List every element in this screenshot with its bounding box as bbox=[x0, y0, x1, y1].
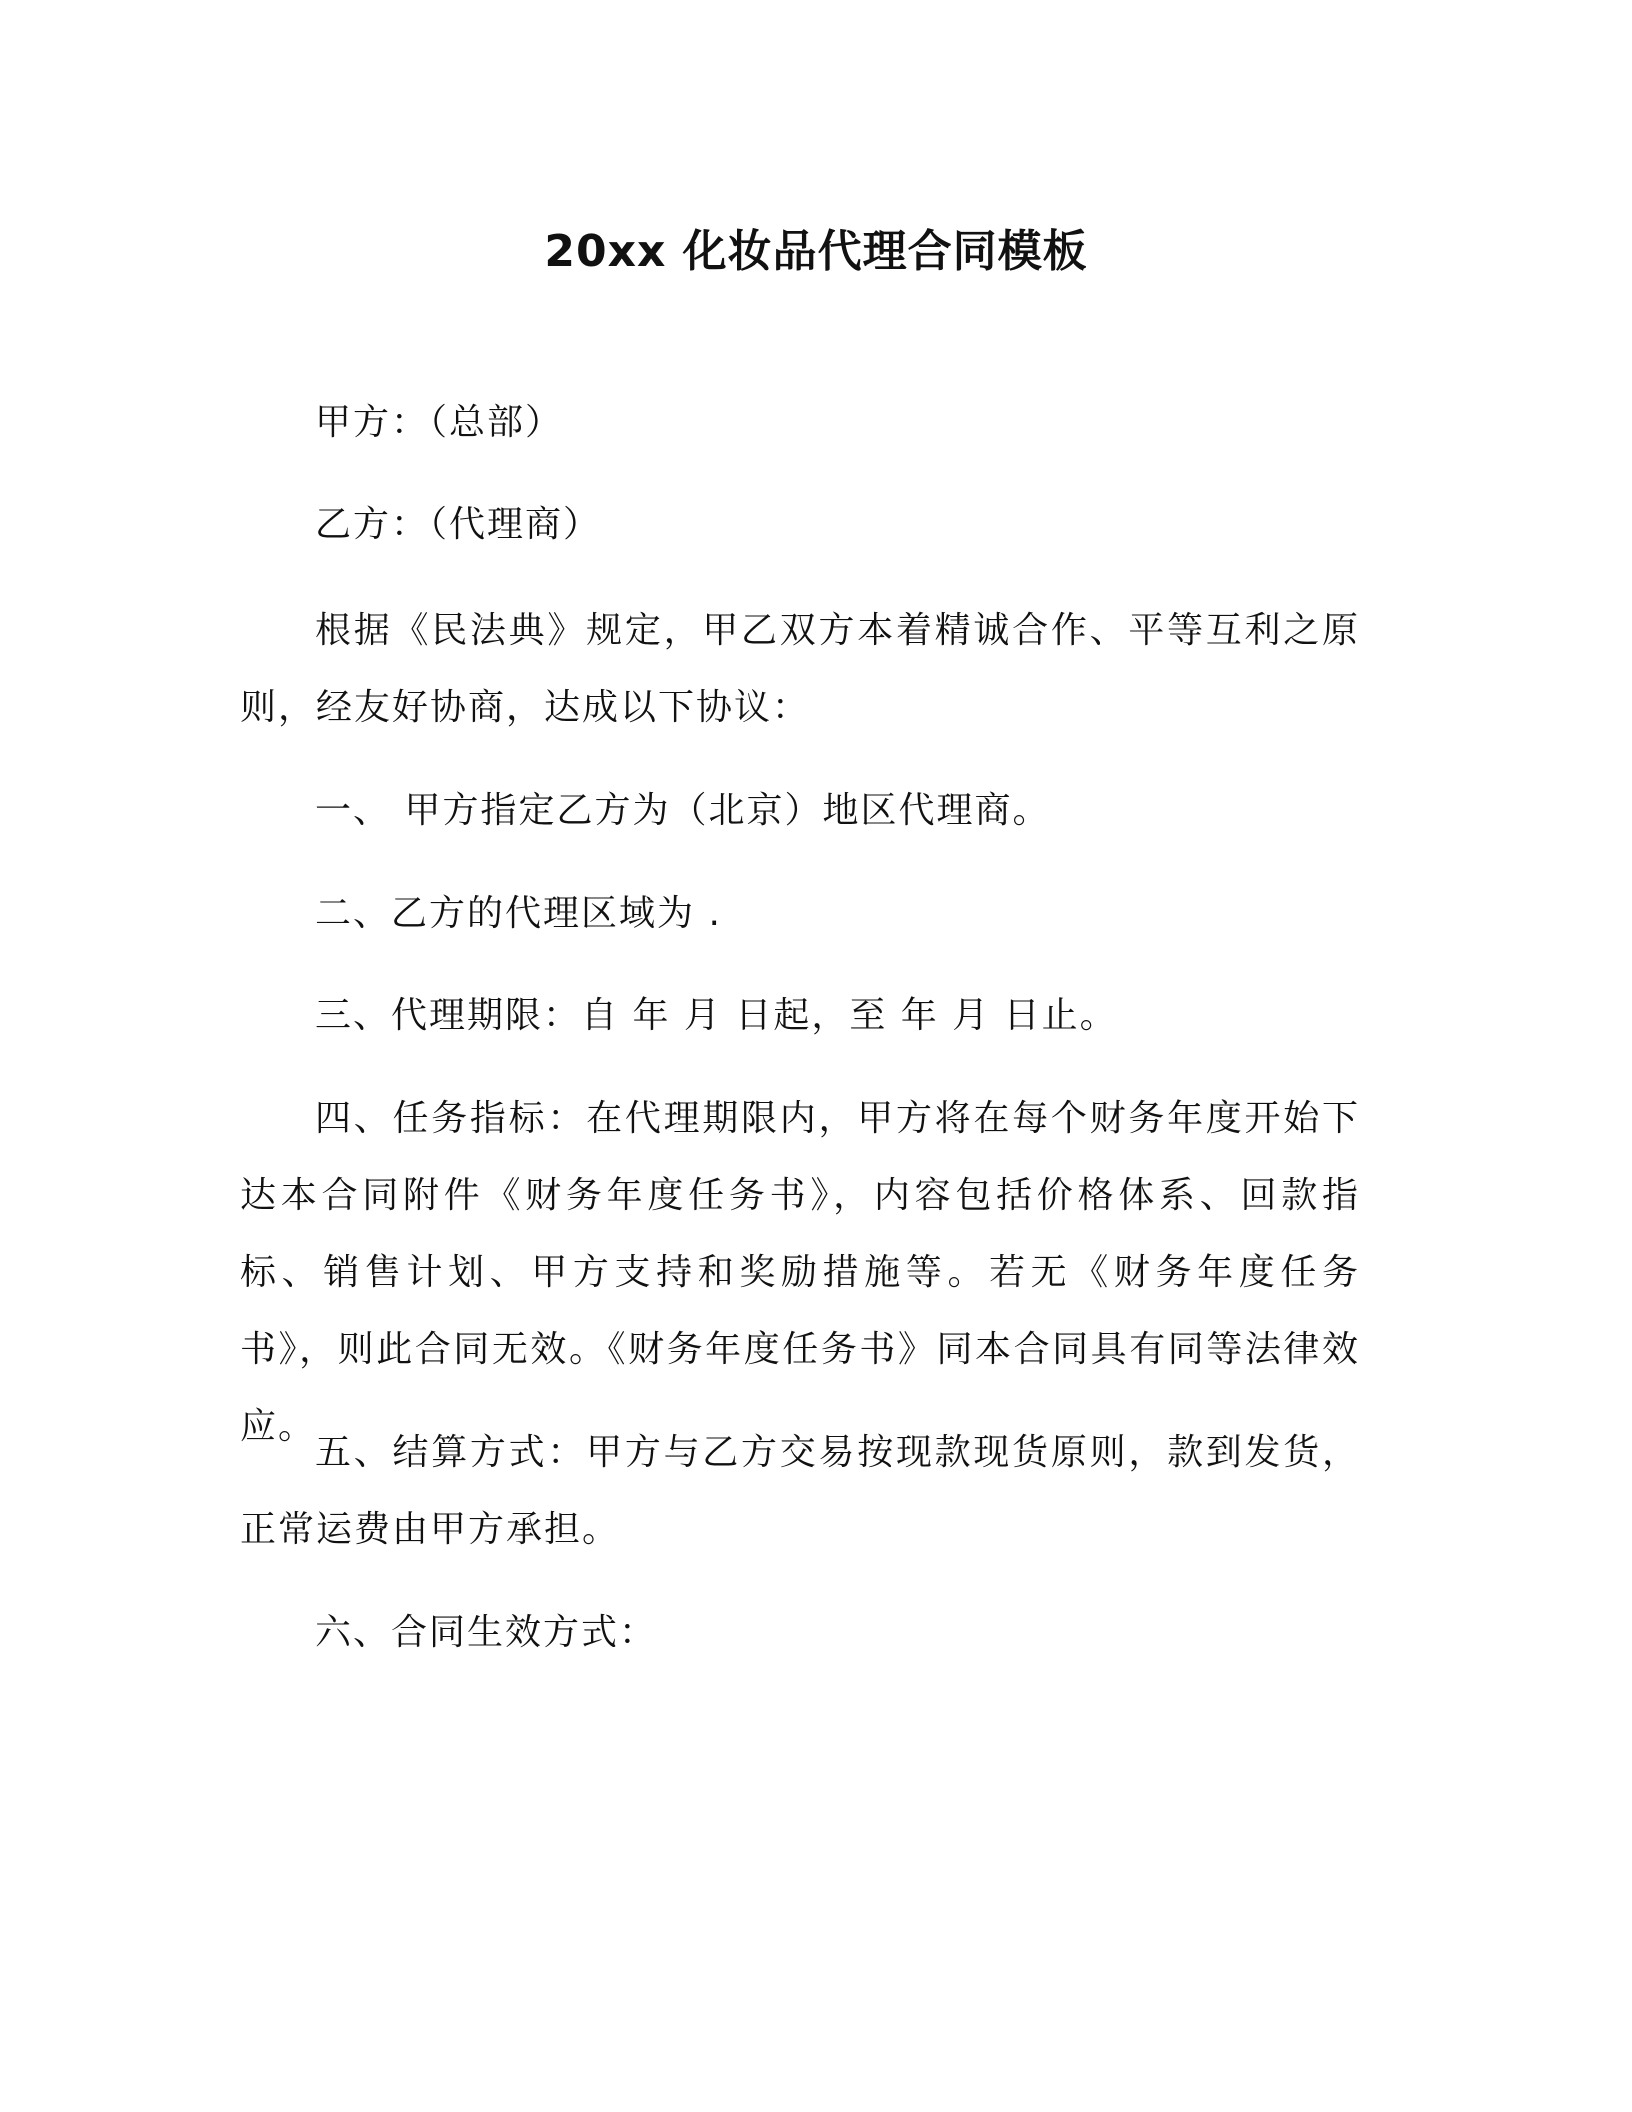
clause-2: 二、乙方的代理区域为 . bbox=[315, 893, 722, 934]
party-b-line: 乙方：（代理商） bbox=[315, 504, 602, 545]
clause-3: 三、代理期限：自 年 月 日起，至 年 月 日止。 bbox=[315, 995, 1118, 1036]
party-a-line: 甲方：（总部） bbox=[315, 402, 564, 443]
clause-1: 一、 甲方指定乙方为（北京）地区代理商。 bbox=[315, 790, 1051, 831]
clause-4: 四、任务指标：在代理期限内，甲方将在每个财务年度开始下达本合同附件《财务年度任务书》，内容包括价格体系、回款指标、销售计划、甲方支持和奖励措施等。若无《财务年度任务书》，则此合同无效。《财务年度任务书》同本合同具有同等法律效应。 bbox=[240, 1098, 1360, 1447]
intro-paragraph: 根据《民法典》规定，甲乙双方本着精诚合作、平等互利之原则，经友好协商，达成以下协议： bbox=[240, 610, 1360, 728]
clause-5: 五、结算方式：甲方与乙方交易按现款现货原则，款到发货，正常运费由甲方承担。 bbox=[240, 1432, 1360, 1550]
page-title: 20xx 化妆品代理合同模板 bbox=[544, 226, 1088, 277]
clause-6: 六、合同生效方式： bbox=[315, 1612, 658, 1653]
